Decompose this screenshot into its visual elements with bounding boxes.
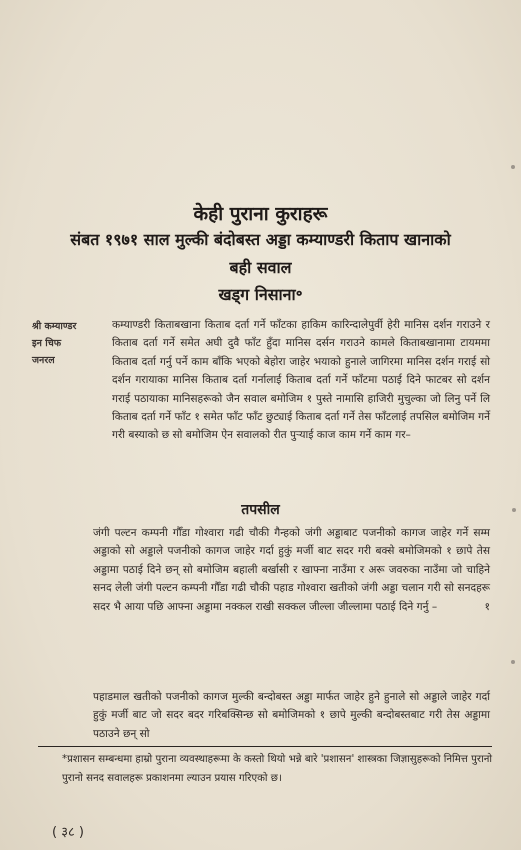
paper-speck [511, 165, 515, 169]
document-heading-line3: बही सवाल [229, 258, 292, 277]
body-paragraph-2-text: जंगी पल्टन कम्पनी गौँडा गोश्वारा गढी चौकी गैन्हको जंगी अड्डाबाट पजनीको कागज जाहेर गर्ने सम्म अड्डाको सो अड्डाले पजनीको कागज जाहेर गर्दा हुकुं मर्जी बाट सदर गरी बक्से बमोजिमको १ छापे तेस अड्डामा पठाई दिने छन् सो बमोजिम बहाली बर्खासी र खाफ्ना नाउँमा र अरू जवरुका नाउँमा जो चाहिने सनद लेली जंगी पल्टन कम्पनी गौँडा गढी चौकी पहाड गोश्वारा खतीको जंगी अड्डा चलान गरी सो सनदहरू सदर भै आया पछि आफ्ना अड्डामा नक्कल राखी सक्कल जील्ला जील्लामा पठाई दिने गर्नु – [93, 527, 490, 613]
margin-note-line2: इन चिफ [32, 338, 62, 349]
body-paragraph-1: कम्याण्डरी किताबखाना किताब दर्ता गर्ने फाँटका हाकिम कारिन्दालेपुर्वी हेरी मानिस दर्शन गराउने र किताब दर्ता गर्ने समेत अघी दुवै फाँट हुँदा मानिस दर्सन गराउने कामले किताबखानामा टायममा किताब दर्ता गर्नु पर्ने काम बाँकि भएको बेहोरा जाहेर भयाको हुनाले जागिरमा मानिस दर्शन गराई सो दर्शन गरायाका मानिस किताब दर्ता गर्नालाई किताब दर्ता गर्ने फाँटमा पठाई दिने फाटबर सो दर्शन गराई पठायाका मानिसहरूको जैन सवाल बमोजिम १ पुस्ते नामासि हाजिरी मुचुल्का जो लिनु पर्ने लि किताब दर्ता गर्ने फाँट १ समेत फाँट फाँट छुट्याई किताब दर्ता गर्ने तेस फाँटलाई तपसिल बमोजिम गर्ने गरी बस्याको छ सो बमोजिम ऐन सवालको रीत पुऱ्याई काज काम गर्ने काम गर– [112, 319, 490, 442]
margin-note-line3: जनरल [32, 355, 55, 366]
page-number: ( ३८ ) [52, 825, 84, 840]
body-paragraph-3: पहाडमाल खतीको पजनीको कागज मुल्की बन्दोबस्त अड्डा मार्फत जाहेर हुने हुनाले सो अड्डाले जाहेर गर्दा हुकुं मर्जी बाट जो सदर बदर गरिबक्सिन्छ सो बमोजिमको १ छापे मुल्की बन्दोबस्तबाट गरी तेस अड्डामा पठाउने छन् सो [93, 691, 490, 740]
margin-note [32, 318, 106, 369]
section-subheading: तपसील [241, 502, 280, 518]
body-paragraph-2 [93, 524, 490, 616]
footnote: *प्रशासन सम्बन्धमा हाम्रो पुराना व्यवस्थाहरूमा के कस्तो थियो भन्ने बारे 'प्रशासन' शास्त्रका जिज्ञासुहरूको निमित्त पुरानो पुरानो सनद सवालहरू प्रकाशनमा ल्याउन प्रयास गरिएको छ। [62, 754, 492, 784]
document-heading-line4: खड्ग निसाना॰ [218, 285, 303, 304]
clause-number: १ [484, 600, 490, 613]
document-subtitle: संबत १९७१ साल मुल्की बंदोबस्त अड्डा कम्याण्डरी किताप खानाको [70, 230, 451, 249]
paper-speck [512, 508, 516, 512]
paper-speck [511, 660, 515, 664]
footnote-divider [38, 746, 492, 747]
margin-note-line1: श्री कम्याण्डर [32, 321, 77, 332]
page-title: केही पुराना कुराहरू [193, 203, 328, 225]
